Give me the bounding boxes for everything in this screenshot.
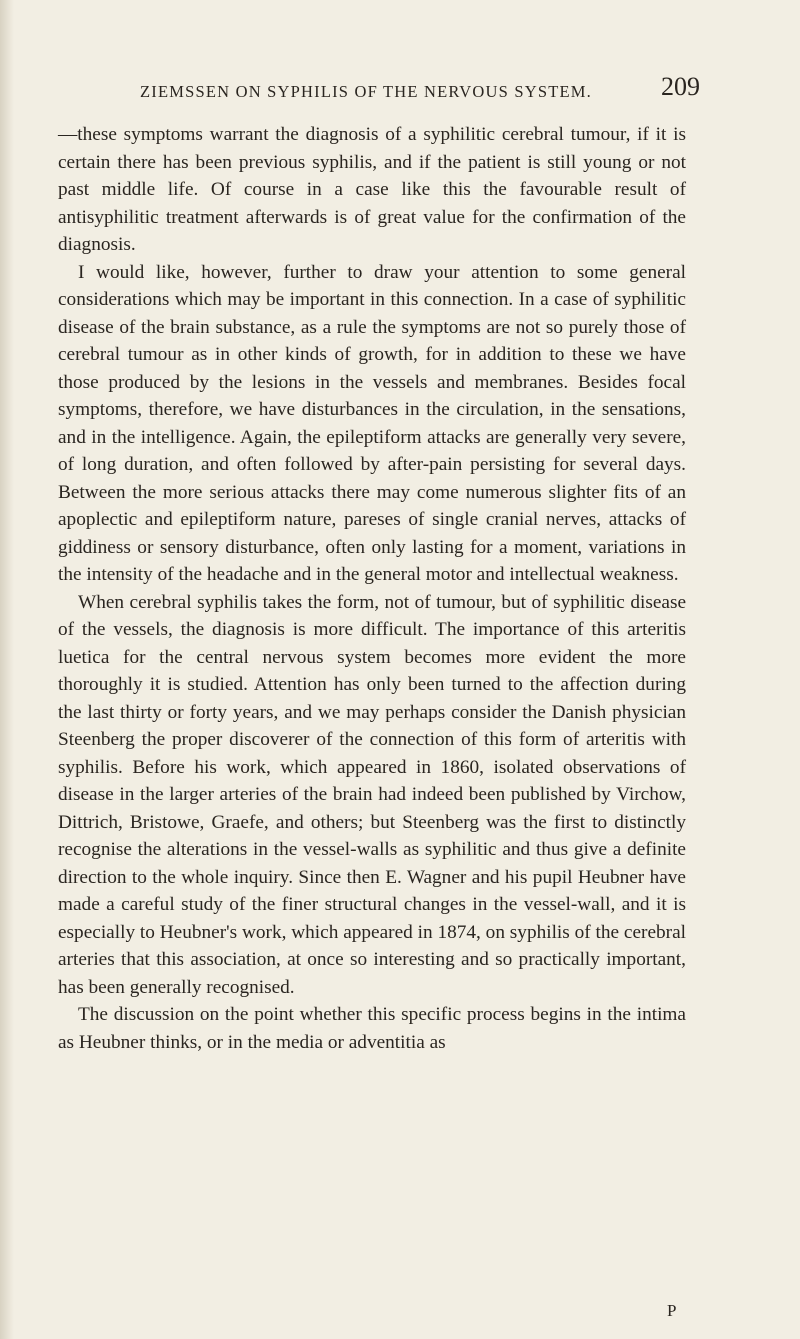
signature-mark: P xyxy=(667,1301,677,1320)
running-head: ZIEMSSEN ON SYPHILIS OF THE NERVOUS SYSTEM. xyxy=(140,82,592,101)
paragraph-continuation: —these symptoms warrant the diagnosis of a syphilitic cerebral tumour, if it is certain there has been previous syphilis, and if the patient is still young or not past middle life. Of course in a case like this the favourable result of antisyphilitic treatment afterwards is of great value for the confirmation of the diagnosis. xyxy=(58,124,686,255)
paragraph: When cerebral syphilis takes the form, not of tumour, but of syphilitic disease of the vessels, the diagnosis is more difficult. The importance of this arteritis luetica for the central nervous system becomes more evident the more thoroughly it is studied. Attention has only been turned to the affection during the last thirty or forty years, and we may perhaps consider the Danish physician Steenberg the proper discoverer of the connection of this form of arteritis with syphilis. Before his work, which appeared in 1860, isolated observations of disease in the larger arteries of the brain had indeed been published by Virchow, Dittrich, Bristowe, Graefe, and others; but Steenberg was the first to distinctly recognise the alterations in the vessel-walls as syphilitic and thus give a definite direction to the whole inquiry. Since then E. Wagner and his pupil Heubner have made a careful study of the finer structural changes in the vessel-wall, and it is especially to Heubner's work, which appeared in 1874, on syphilis of the cerebral arteries that this association, at once so interesting and so practically important, has been generally recognised. xyxy=(58,591,686,998)
page-header xyxy=(140,72,700,108)
paragraph: The discussion on the point whether this specific process begins in the intima as Heubner thinks, or in the media or adventitia as xyxy=(58,1004,686,1053)
page-gutter-shadow xyxy=(0,0,14,1339)
body-text xyxy=(58,121,686,1056)
paragraph: I would like, however, further to draw your attention to some general considerations which may be important in this connection. In a case of syphilitic disease of the brain substance, as a rule the symptoms are not so purely those of cerebral tumour as in other kinds of growth, for in addition to these we have those produced by the lesions in the vessels and membranes. Besides focal symptoms, therefore, we have disturbances in the circulation, in the sensations, and in the intelligence. Again, the epileptiform attacks are generally very severe, of long duration, and often followed by after-pain persisting for several days. Between the more serious attacks there may come numerous slighter fits of an apoplectic and epileptiform nature, pareses of single cranial nerves, attacks of giddiness or sensory disturbance, often only lasting for a moment, variations in the intensity of the headache and in the general motor and intellectual weakness. xyxy=(58,261,686,585)
page-number: 209 xyxy=(661,72,700,101)
